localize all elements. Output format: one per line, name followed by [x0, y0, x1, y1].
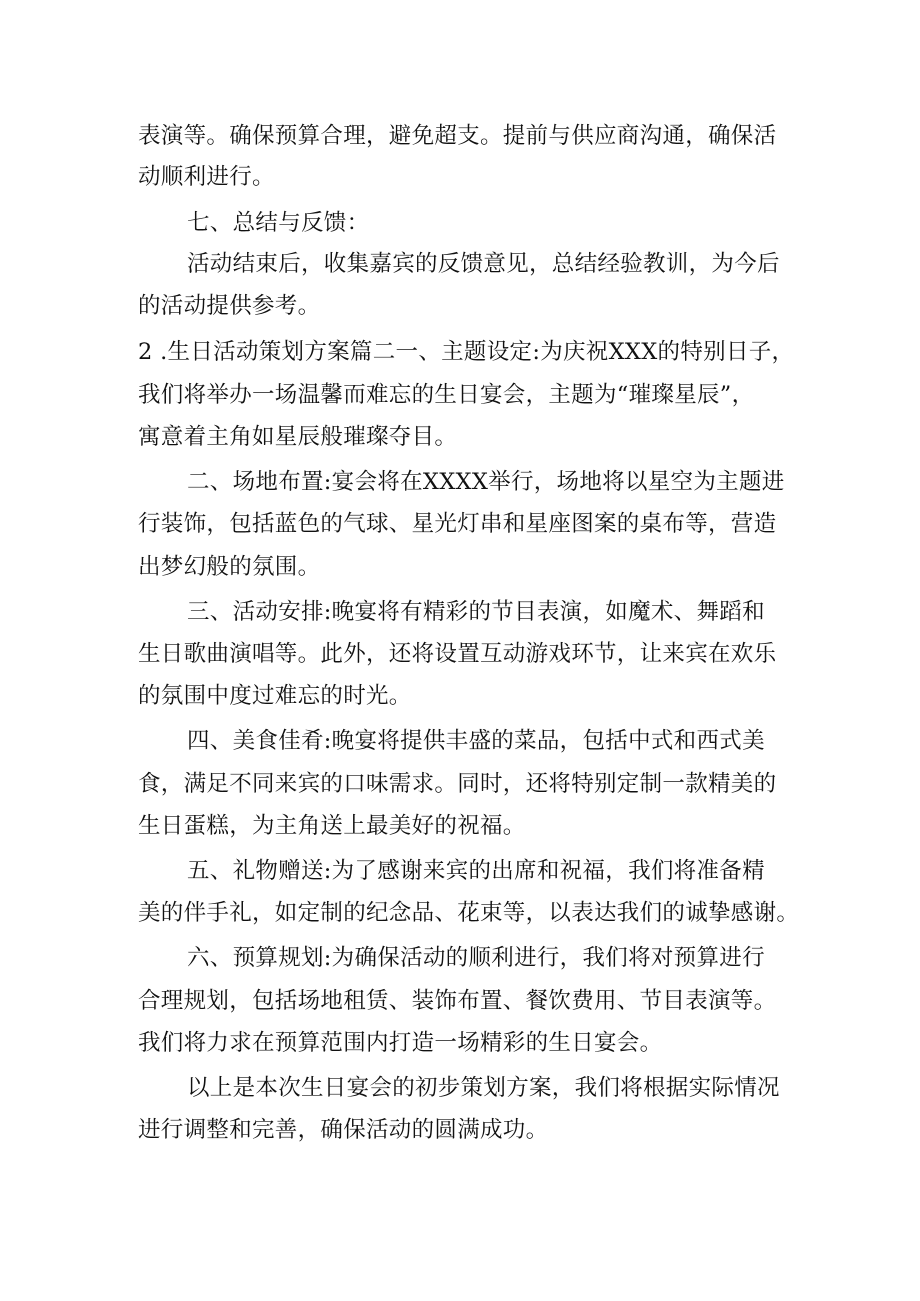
text-line: 动顺利进行。: [138, 164, 275, 190]
text-line: 进行调整和完善，确保活动的圆满成功。: [138, 1117, 549, 1143]
text-line: 生日蛋糕，为主角送上最美好的祝福。: [138, 813, 526, 839]
text-line: 以上是本次生日宴会的初步策划方案，我们将根据实际情况: [187, 1075, 780, 1101]
text-line: 2 .生日活动策划方案篇二一、主题设定:为庆祝XXX的特别日子，: [138, 339, 795, 365]
text-line: 的活动提供参考。: [138, 293, 321, 319]
text-line: 合理规划，包括场地租赁、装饰布置、餐饮费用、节目表演等。: [138, 988, 777, 1014]
text-line: 三、活动安排:晚宴将有精彩的节目表演，如魔术、舞蹈和: [187, 599, 765, 625]
text-line: 我们将力求在预算范围内打造一场精彩的生日宴会。: [138, 1030, 663, 1056]
text-line: 六、预算规划:为确保活动的顺利进行，我们将对预算进行: [187, 945, 765, 971]
text-line: 行装饰，包括蓝色的气球、星光灯串和星座图案的桌布等，营造: [138, 511, 777, 537]
text-line: 食，满足不同来宾的口味需求。同时，还将特别定制一款精美的: [138, 771, 777, 797]
text-line: 美的伴手礼，如定制的纪念品、花束等，以表达我们的诚挚感谢。: [138, 900, 800, 926]
section-heading: 七、总结与反馈：: [187, 210, 370, 236]
text-line: 的氛围中度过难忘的时光。: [138, 683, 412, 709]
text-line: 我们将举办一场温馨而难忘的生日宴会，主题为“璀璨星辰”，: [138, 382, 755, 408]
text-line: 表演等。确保预算合理，避免超支。提前与供应商沟通，确保活: [138, 123, 777, 149]
text-line: 出梦幻般的氛围。: [138, 554, 321, 580]
text-line: 二、场地布置:宴会将在XXXX举行，场地将以星空为主题进: [187, 469, 785, 495]
text-line: 生日歌曲演唱等。此外，还将设置互动游戏环节，让来宾在欢乐: [138, 641, 777, 667]
text-line: 五、礼物赠送:为了感谢来宾的出席和祝福，我们将准备精: [187, 858, 765, 884]
text-line: 四、美食佳肴:晚宴将提供丰盛的菜品，包括中式和西式美: [187, 728, 765, 754]
text-line: 活动结束后，收集嘉宾的反馈意见，总结经验教训，为今后: [187, 251, 780, 277]
text-line: 寓意着主角如星辰般璀璨夺目。: [138, 424, 458, 450]
